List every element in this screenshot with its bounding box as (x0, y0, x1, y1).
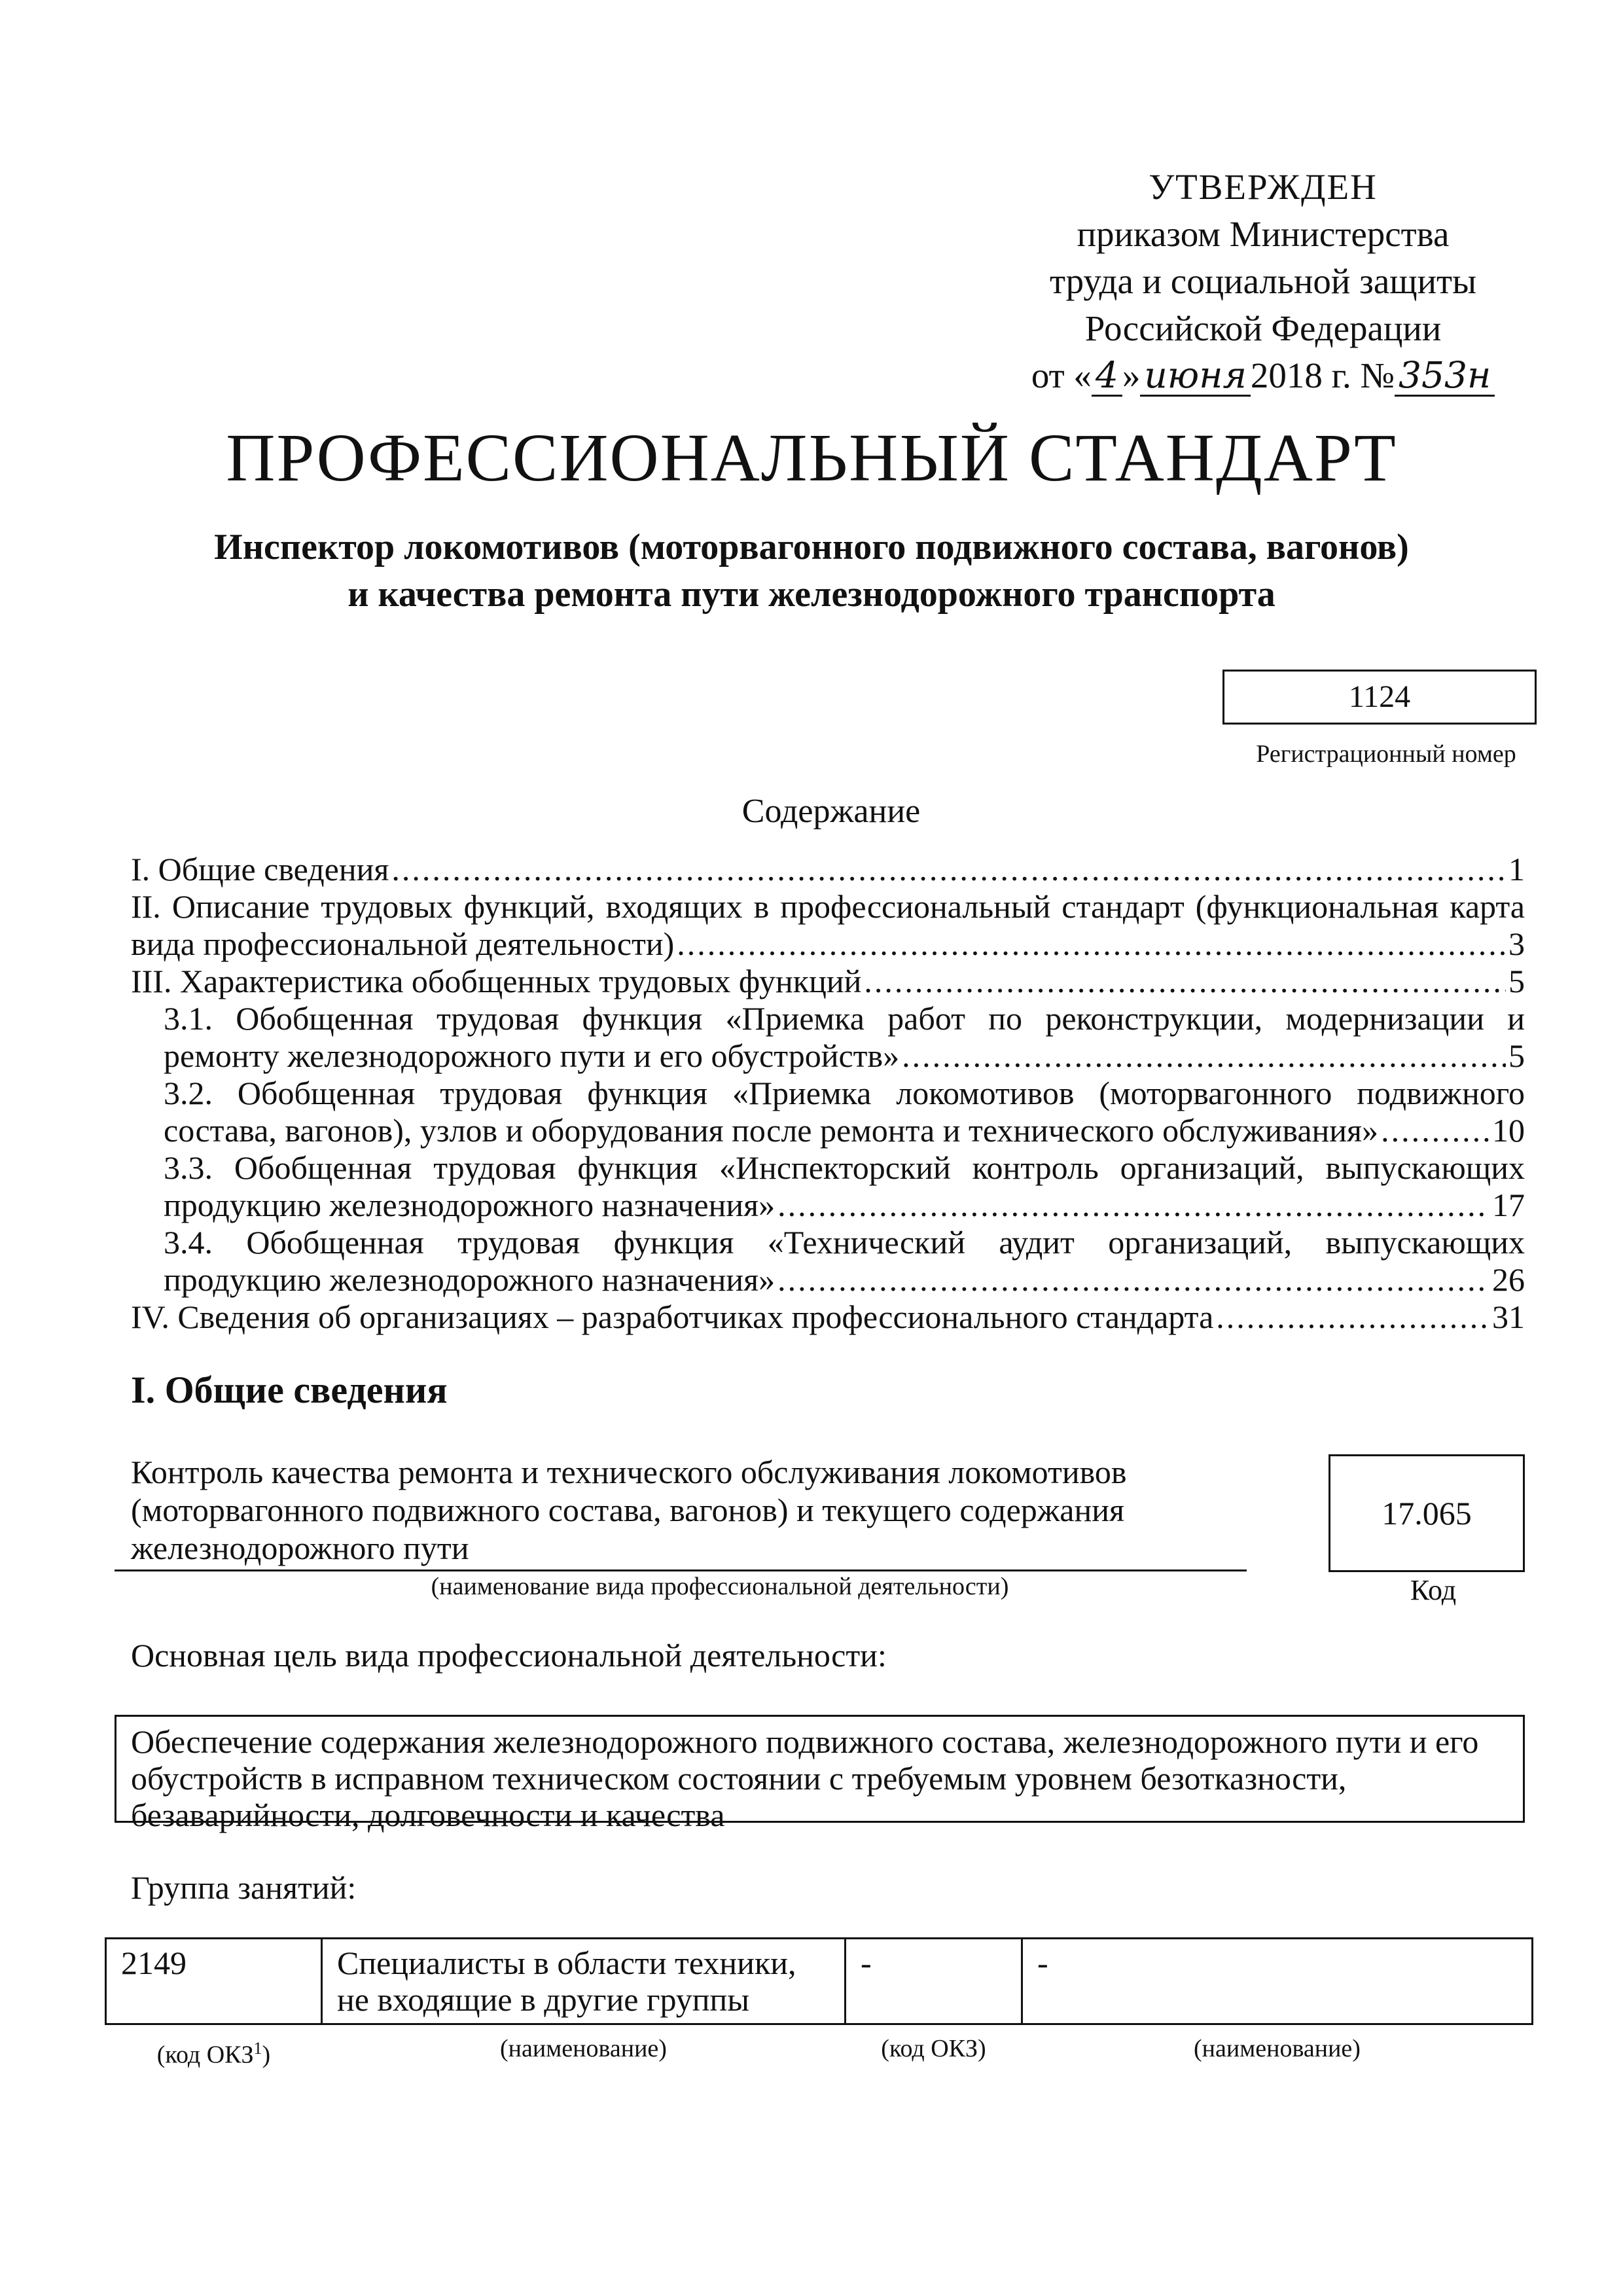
date-prefix: от « (1031, 355, 1092, 395)
toc-item-label-first: 3.1. Обобщенная трудовая функция «Приемка работ по реконструкции, модернизации и (164, 1000, 1525, 1037)
caption-okz-code (106, 2024, 322, 2079)
okz-code-cell-2: - (846, 1939, 1022, 2024)
toc-item-label: IV. Сведения об организациях – разработчиках профессионального стандарта (131, 1299, 1214, 1335)
toc-item-label: продукцию железнодорожного назначения» (164, 1261, 776, 1298)
date-year: 2018 г. № (1250, 355, 1395, 395)
toc-item-3-1[interactable] (131, 1000, 1525, 1075)
toc-item-label-first: 3.2. Обобщенная трудовая функция «Приемка локомотивов (моторвагонного подвижного (164, 1075, 1525, 1111)
activity-line-2: (моторвагонного подвижного состава, вагонов) и текущего содержания (131, 1492, 1125, 1528)
approval-line-4: Российской Федерации (1084, 308, 1442, 348)
document-title: ПРОФЕССИОНАЛЬНЫЙ СТАНДАРТ (226, 420, 1397, 495)
toc-item-page: 5 (1508, 1037, 1525, 1074)
okz-name-cell (322, 1939, 846, 2024)
toc-leader (677, 925, 1506, 963)
toc-item-label: III. Характеристика обобщенных трудовых функций (131, 963, 862, 999)
registration-number-box: 1124 (1222, 670, 1537, 725)
toc-item-page: 3 (1508, 925, 1525, 962)
caption-okz-name-2: (наименование) (1194, 2035, 1361, 2062)
toc-item-label-first: 3.3. Обобщенная трудовая функция «Инспекторский контроль организаций, выпускающих (164, 1149, 1525, 1186)
activity-underline (115, 1570, 1247, 1571)
section-1-heading: I. Общие сведения (131, 1369, 448, 1411)
toc-item-label: I. Общие сведения (131, 851, 389, 888)
approval-line-2: приказом Министерства (1077, 214, 1450, 254)
registration-number-caption: Регистрационный номер (1256, 740, 1516, 768)
toc-title: Содержание (741, 793, 921, 830)
activity-caption: (наименование вида профессиональной деятельности) (431, 1573, 1009, 1600)
table-row (106, 1939, 1533, 2024)
toc-item-3-4[interactable] (131, 1224, 1525, 1299)
footnote-marker: 1 (253, 2039, 262, 2058)
okz-name-line-2: не входящие в другие группы (337, 1981, 749, 2018)
okz-code-cell: 2149 (106, 1939, 322, 2024)
toc-item-page: 31 (1492, 1299, 1525, 1335)
approval-line-1: УТВЕРЖДЕН (1149, 167, 1378, 207)
approval-block (969, 164, 1558, 399)
toc-leader (777, 1187, 1489, 1224)
goal-line-1: Обеспечение содержания железнодорожного подвижного состава, железнодорожного пути и его (131, 1723, 1479, 1760)
order-number-handwritten: 353н (1395, 355, 1495, 397)
caption-okz-code-2: (код ОКЗ) (881, 2035, 986, 2062)
toc-item-label: состава, вагонов), узлов и оборудования после ремонта и технического обслуживания» (164, 1112, 1379, 1149)
toc-item-3-2[interactable] (131, 1075, 1525, 1149)
toc-item-label-first: 3.4. Обобщенная трудовая функция «Технический аудит организаций, выпускающих (164, 1224, 1525, 1261)
activity-line-1: Контроль качества ремонта и технического обслуживания локомотивов (131, 1454, 1127, 1490)
table-of-contents (131, 851, 1525, 1336)
activity-code-box: 17.065 (1329, 1454, 1525, 1572)
toc-leader (1381, 1112, 1489, 1149)
toc-item-3-3[interactable] (131, 1149, 1525, 1224)
date-mid: » (1122, 355, 1141, 395)
table-caption-row (106, 2024, 1533, 2079)
subtitle-line-2: и качества ремонта пути железнодорожного транспорта (348, 574, 1275, 615)
approval-line-3: труда и социальной защиты (1049, 261, 1477, 301)
toc-item-page: 26 (1492, 1261, 1525, 1298)
toc-item-page: 1 (1508, 851, 1525, 888)
toc-item-label-first: II. Описание трудовых функций, входящих в профессиональный стандарт (функциональная карта (131, 888, 1525, 925)
toc-item-label: ремонту железнодорожного пути и его обустройств» (164, 1037, 900, 1074)
toc-item-1[interactable] (131, 851, 1525, 888)
okz-name-cell-2: - (1022, 1939, 1533, 2024)
activity-code-caption: Код (1410, 1574, 1457, 1606)
toc-leader (777, 1261, 1489, 1299)
document-subtitle (131, 524, 1492, 618)
caption-okz-code-end: ) (262, 2041, 271, 2069)
toc-item-page: 17 (1492, 1187, 1525, 1223)
date-month-handwritten: июня (1140, 355, 1251, 397)
toc-item-label: вида профессиональной деятельности) (131, 925, 675, 962)
toc-item-2[interactable] (131, 888, 1525, 963)
caption-okz-name: (наименование) (500, 2035, 667, 2062)
activity-line-3: железнодорожного пути (131, 1530, 469, 1566)
occupation-group-table (105, 1937, 1533, 2079)
toc-item-4[interactable] (131, 1299, 1525, 1336)
goal-box (115, 1715, 1525, 1833)
date-day-handwritten: 4 (1092, 355, 1122, 397)
approval-date (969, 352, 1558, 399)
activity-name (131, 1453, 1152, 1567)
toc-leader (391, 851, 1506, 888)
caption-okz-code-text: (код ОКЗ (156, 2041, 254, 2069)
okz-name-line-1: Специалисты в области техники, (337, 1945, 796, 1981)
toc-item-page: 5 (1508, 963, 1525, 999)
toc-leader (902, 1037, 1506, 1075)
toc-leader (1216, 1299, 1489, 1336)
toc-item-label: продукцию железнодорожного назначения» (164, 1187, 776, 1223)
toc-leader (864, 963, 1506, 1000)
goal-line-3: безаварийности, долговечности и качества (131, 1797, 725, 1833)
goal-line-2: обустройств в исправном техническом состоянии с требуемым уровнем безотказности, (131, 1760, 1347, 1797)
toc-item-page: 10 (1492, 1112, 1525, 1149)
toc-item-3[interactable] (131, 963, 1525, 1000)
goal-label: Основная цель вида профессиональной деятельности: (131, 1637, 887, 1674)
subtitle-line-1: Инспектор локомотивов (моторвагонного подвижного состава, вагонов) (214, 527, 1409, 567)
occupation-group-label: Группа занятий: (131, 1869, 357, 1906)
